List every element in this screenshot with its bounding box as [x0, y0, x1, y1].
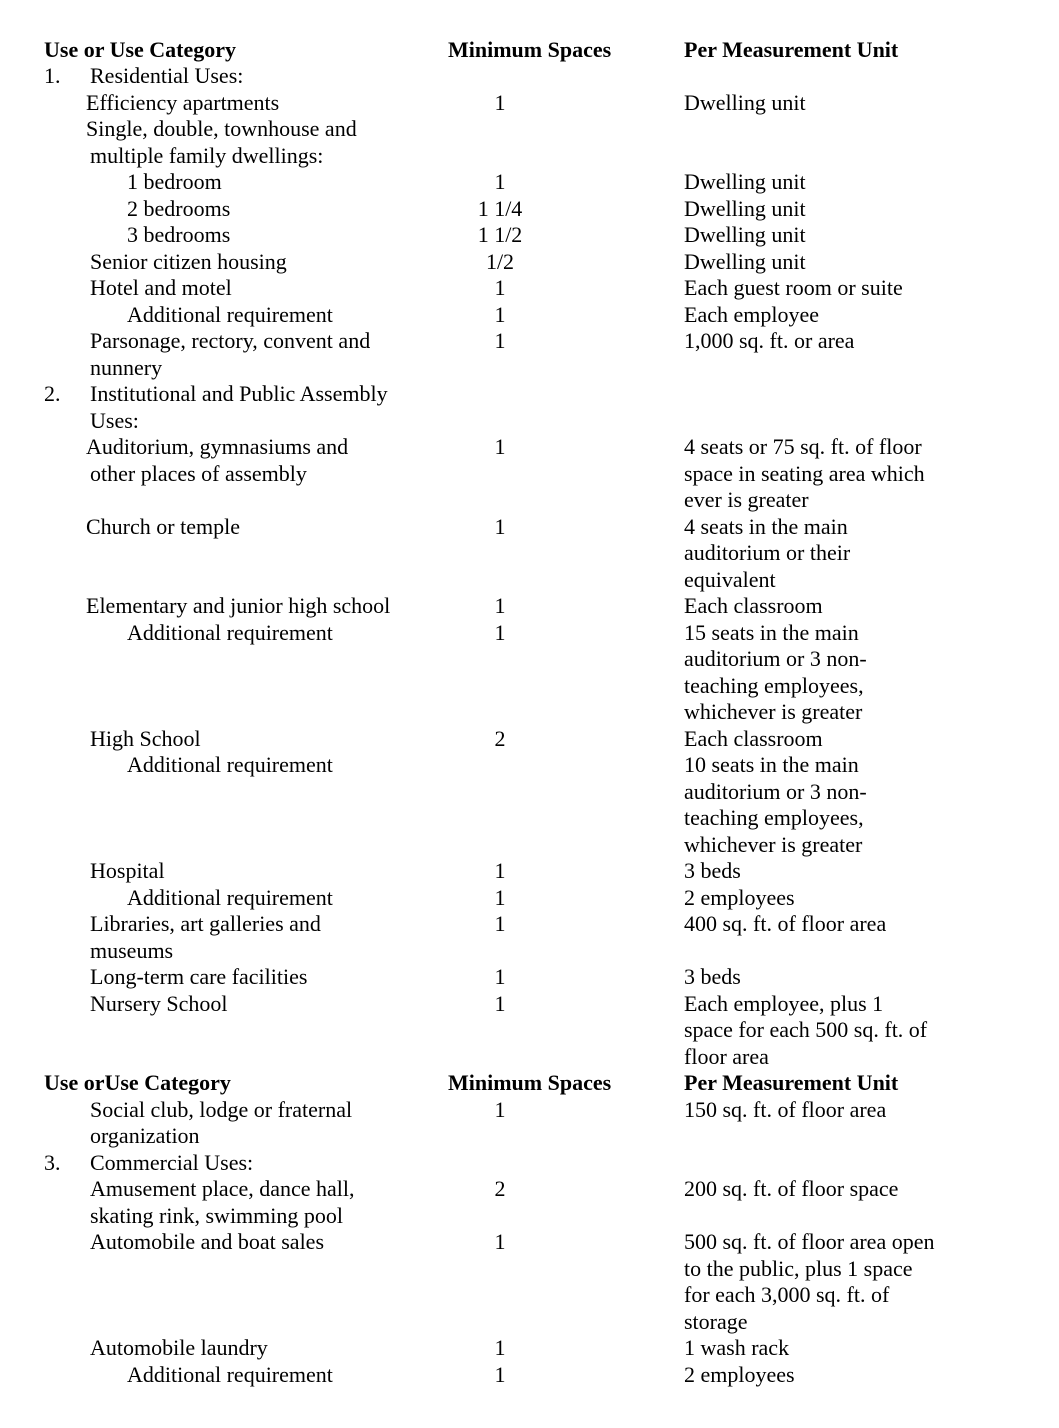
use-category-cell: Automobile laundry — [90, 1335, 268, 1360]
use-category-cell: organization — [90, 1123, 200, 1148]
use-category-cell: Nursery School — [90, 990, 228, 1016]
use-category-cell: museums — [90, 937, 174, 963]
minimum-spaces-cell: 1 — [494, 301, 506, 327]
use-category-cell: skating rink, swimming pool — [90, 1202, 343, 1228]
use-category-cell: Additional requirement — [127, 619, 333, 645]
measurement-unit-cell: Dwelling unit — [684, 169, 806, 194]
minimum-spaces-cell: 1 — [494, 619, 506, 645]
measurement-unit-cell: Each classroom — [684, 725, 823, 751]
measurement-unit-cell: 1,000 sq. ft. or area — [684, 328, 855, 353]
minimum-spaces-cell: 1 — [494, 89, 506, 115]
table-header-repeat — [0, 1069, 1059, 1096]
table-row — [0, 142, 1059, 169]
minimum-spaces-cell: 1 — [494, 169, 506, 194]
use-category-cell: Automobile and boat sales — [90, 1229, 325, 1254]
table-row — [0, 539, 1059, 566]
header-per-unit: Per Measurement Unit — [684, 37, 899, 62]
measurement-unit-cell: 2 employees — [684, 884, 795, 910]
table-row — [0, 1202, 1059, 1229]
minimum-spaces-cell: 1 1/2 — [477, 222, 523, 247]
measurement-unit-cell: whichever is greater — [684, 831, 863, 857]
table-row — [0, 1175, 1059, 1202]
measurement-unit-cell: to the public, plus 1 space — [684, 1255, 913, 1281]
header-minimum-spaces: Minimum Spaces — [448, 1070, 612, 1095]
use-category-cell: High School — [90, 725, 201, 751]
use-category-cell: 1 bedroom — [127, 169, 222, 194]
measurement-unit-cell: for each 3,000 sq. ft. of — [684, 1282, 890, 1307]
table-row — [0, 1334, 1059, 1361]
use-category-cell: Additional requirement — [127, 752, 333, 777]
table-row — [0, 513, 1059, 540]
header-minimum-spaces: Minimum Spaces — [448, 37, 612, 62]
measurement-unit-cell: floor area — [684, 1043, 769, 1069]
measurement-unit-cell: 1 wash rack — [684, 1335, 790, 1360]
use-category-cell: Auditorium, gymnasiums and — [86, 434, 349, 459]
table-row — [0, 221, 1059, 248]
measurement-unit-cell: storage — [684, 1308, 748, 1334]
minimum-spaces-cell: 1 — [494, 513, 506, 539]
use-category-cell: Additional requirement — [127, 1361, 333, 1387]
use-category-cell: Additional requirement — [127, 301, 333, 327]
table-row — [0, 1255, 1059, 1282]
use-category-cell: Church or temple — [86, 513, 240, 539]
table-row — [0, 937, 1059, 964]
minimum-spaces-cell: 1 — [494, 328, 506, 353]
minimum-spaces-cell: 1 — [494, 1229, 506, 1254]
table-row — [0, 698, 1059, 725]
use-category-cell: Long-term care facilities — [90, 964, 308, 989]
use-category-cell: 2 bedrooms — [127, 195, 231, 221]
table-row — [0, 778, 1059, 805]
table-row — [0, 1281, 1059, 1308]
use-category-cell: Institutional and Public Assembly — [90, 381, 388, 406]
table-row — [0, 327, 1059, 354]
measurement-unit-cell: space in seating area which — [684, 460, 925, 486]
minimum-spaces-cell: 2 — [494, 1176, 506, 1201]
minimum-spaces-cell: 1/2 — [485, 248, 515, 274]
minimum-spaces-cell: 1 — [494, 990, 506, 1016]
measurement-unit-cell: 200 sq. ft. of floor space — [684, 1176, 899, 1201]
use-category-cell: Efficiency apartments — [86, 89, 280, 115]
table-row — [0, 1043, 1059, 1070]
table-row — [0, 619, 1059, 646]
table-row — [0, 1228, 1059, 1255]
table-header — [0, 36, 1059, 63]
measurement-unit-cell: ever is greater — [684, 487, 809, 512]
table-row — [0, 831, 1059, 858]
use-category-cell: Elementary and junior high school — [86, 593, 391, 618]
measurement-unit-cell: Dwelling unit — [684, 248, 806, 274]
measurement-unit-cell: Dwelling unit — [684, 89, 806, 115]
minimum-spaces-cell: 1 — [494, 884, 506, 910]
table-row — [0, 168, 1059, 195]
table-row — [0, 725, 1059, 752]
section-number: 2. — [44, 381, 61, 406]
use-category-cell: Senior citizen housing — [90, 248, 287, 274]
measurement-unit-cell: Each employee — [684, 301, 819, 327]
table-row — [0, 62, 1059, 89]
table-row — [0, 380, 1059, 407]
header-use-category: Use or Use Category — [44, 37, 237, 62]
measurement-unit-cell: 400 sq. ft. of floor area — [684, 911, 887, 936]
table-row — [0, 804, 1059, 831]
minimum-spaces-cell: 1 — [494, 1335, 506, 1360]
use-category-cell: Social club, lodge or fraternal — [90, 1096, 353, 1122]
table-row — [0, 195, 1059, 222]
section-number: 1. — [44, 63, 61, 88]
minimum-spaces-cell: 1 — [494, 964, 506, 989]
table-row — [0, 592, 1059, 619]
measurement-unit-cell: Each employee, plus 1 — [684, 990, 884, 1016]
table-row — [0, 248, 1059, 275]
use-category-cell: Additional requirement — [127, 884, 333, 910]
table-row — [0, 990, 1059, 1017]
table-row — [0, 433, 1059, 460]
minimum-spaces-cell: 2 — [494, 725, 506, 751]
measurement-unit-cell: Dwelling unit — [684, 195, 806, 221]
table-row — [0, 89, 1059, 116]
minimum-spaces-cell: 1 — [494, 593, 506, 618]
measurement-unit-cell: 4 seats or 75 sq. ft. of floor — [684, 434, 922, 459]
section-number: 3. — [44, 1149, 61, 1175]
minimum-spaces-cell: 1 — [494, 434, 506, 459]
table-row — [0, 751, 1059, 778]
use-category-cell: Parsonage, rectory, convent and — [90, 328, 371, 353]
measurement-unit-cell: space for each 500 sq. ft. of — [684, 1017, 928, 1042]
table-row — [0, 407, 1059, 434]
use-category-cell: Single, double, townhouse and — [86, 116, 357, 141]
header-per-unit: Per Measurement Unit — [684, 1070, 899, 1095]
table-row — [0, 115, 1059, 142]
measurement-unit-cell: auditorium or 3 non- — [684, 646, 867, 671]
use-category-cell: nunnery — [90, 354, 163, 380]
table-row — [0, 274, 1059, 301]
minimum-spaces-cell: 1 — [494, 858, 506, 883]
minimum-spaces-cell: 1 — [494, 1361, 506, 1387]
measurement-unit-cell: 500 sq. ft. of floor area open — [684, 1229, 935, 1254]
use-category-cell: Amusement place, dance hall, — [90, 1176, 355, 1201]
table-row — [0, 566, 1059, 593]
table-row — [0, 486, 1059, 513]
use-category-cell: other places of assembly — [90, 460, 307, 486]
use-category-cell: 3 bedrooms — [127, 222, 231, 247]
measurement-unit-cell: 150 sq. ft. of floor area — [684, 1096, 887, 1122]
measurement-unit-cell: 4 seats in the main — [684, 513, 848, 539]
measurement-unit-cell: Each classroom — [684, 593, 823, 618]
measurement-unit-cell: equivalent — [684, 566, 776, 592]
table-row — [0, 963, 1059, 990]
minimum-spaces-cell: 1 1/4 — [477, 195, 523, 221]
table-row — [0, 857, 1059, 884]
table-row — [0, 645, 1059, 672]
use-category-cell: Hotel and motel — [90, 275, 232, 300]
measurement-unit-cell: 3 beds — [684, 858, 741, 883]
table-row — [0, 1361, 1059, 1388]
measurement-unit-cell: 3 beds — [684, 964, 741, 989]
minimum-spaces-cell: 1 — [494, 911, 506, 936]
table-row — [0, 672, 1059, 699]
table-row — [0, 354, 1059, 381]
measurement-unit-cell: whichever is greater — [684, 699, 863, 724]
measurement-unit-cell: 2 employees — [684, 1361, 795, 1387]
measurement-unit-cell: 15 seats in the main — [684, 619, 859, 645]
minimum-spaces-cell: 1 — [494, 1096, 506, 1122]
table-row — [0, 910, 1059, 937]
measurement-unit-cell: teaching employees, — [684, 805, 864, 830]
measurement-unit-cell: Dwelling unit — [684, 222, 806, 247]
measurement-unit-cell: 10 seats in the main — [684, 752, 859, 777]
table-row — [0, 1308, 1059, 1335]
table-row — [0, 1122, 1059, 1149]
use-category-cell: Commercial Uses: — [90, 1149, 254, 1175]
measurement-unit-cell: teaching employees, — [684, 672, 864, 698]
table-row — [0, 1016, 1059, 1043]
use-category-cell: Residential Uses: — [90, 63, 244, 88]
use-category-cell: Hospital — [90, 858, 165, 883]
table-row — [0, 301, 1059, 328]
use-category-cell: Uses: — [90, 407, 139, 433]
measurement-unit-cell: auditorium or 3 non- — [684, 778, 867, 804]
measurement-unit-cell: auditorium or their — [684, 540, 851, 565]
measurement-unit-cell: Each guest room or suite — [684, 275, 903, 300]
use-category-cell: multiple family dwellings: — [90, 142, 324, 168]
table-row — [0, 460, 1059, 487]
table-row — [0, 1096, 1059, 1123]
use-category-cell: Libraries, art galleries and — [90, 911, 321, 936]
table-row — [0, 884, 1059, 911]
table-row — [0, 1149, 1059, 1176]
header-use-category: Use orUse Category — [44, 1070, 231, 1095]
minimum-spaces-cell: 1 — [494, 275, 506, 300]
